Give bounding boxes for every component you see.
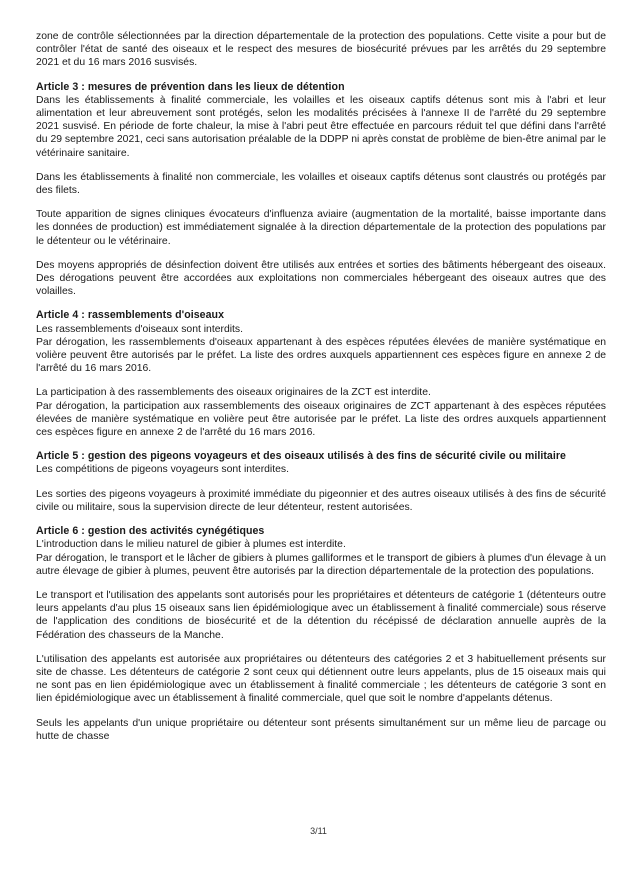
article-5-title: Article 5 : gestion des pigeons voyageurs et des oiseaux utilisés à des fins de sécurité civile ou militaire xyxy=(36,450,566,463)
article-4-paragraph-3: La participation à des rassemblements des oiseaux originaires de la ZCT est interdite. xyxy=(36,387,431,399)
article-4-paragraph-1: Les rassemblements d'oiseaux sont interdits. xyxy=(36,323,244,335)
article-6-paragraph-3: Le transport et l'utilisation des appelants sont autorisés pour les propriétaires et détenteurs de catégorie 1 (détenteurs outre leurs appelants d'au plus 15 oiseaux sans lien épidémiologique avec un établissement à finalité commerciale) sous réserve de l'application des conditions de biosécurité et de la détention du récépissé de déclaration annuelle auprès de la Fédération des chasseurs de la Manche. xyxy=(36,589,606,641)
page-number: 3/11 xyxy=(310,826,327,836)
article-5-paragraph-2: Les sorties des pigeons voyageurs à proximité immédiate du pigeonnier et des autres oiseaux utilisés à des fins de sécurité civile ou militaire, sous la supervision directe de leur détenteur, restent autorisées. xyxy=(36,488,606,513)
article-5 xyxy=(36,450,606,514)
article-3-title: Article 3 : mesures de prévention dans les lieux de détention xyxy=(36,80,345,93)
document-page xyxy=(36,30,606,754)
article-6-title: Article 6 : gestion des activités cynégétiques xyxy=(36,525,265,538)
article-4-title: Article 4 : rassemblements d'oiseaux xyxy=(36,309,225,322)
article-3-paragraph-2: Dans les établissements à finalité non commerciale, les volailles et oiseaux captifs détenus sont claustrés ou protégés par des filets. xyxy=(36,171,606,197)
article-4 xyxy=(36,309,606,439)
article-6 xyxy=(36,525,606,743)
article-4-paragraph-2: Par dérogation, les rassemblements d'oiseaux appartenant à des espèces réputées élevées de manière systématique en volière peuvent être autorisés par le préfet. La liste des ordres auxquels appartiennent ces espèces figure en annexe 2 de l'arrêté du 16 mars 2016. xyxy=(36,336,606,375)
article-3-paragraph-4: Des moyens appropriés de désinfection doivent être utilisés aux entrées et sorties des bâtiments hébergeant des oiseaux. Des dérogations peuvent être accordées aux exploitations non commerciales hébergeant des oiseaux autres que des volailles. xyxy=(36,259,606,298)
intro-paragraph: zone de contrôle sélectionnées par la direction départementale de la protection des populations. Cette visite a pour but de contrôler l'état de santé des oiseaux et le respect des mesures de biosécurité prévues par les arrêtés du 29 septembre 2021 et du 16 mars 2016 susvisés. xyxy=(36,31,606,69)
article-3-paragraph-3: Toute apparition de signes cliniques évocateurs d'influenza aviaire (augmentation de la mortalité, baisse importante dans les données de production) est immédiatement signalée à la direction départementale de la protection des populations par le détenteur ou le vétérinaire. xyxy=(36,209,606,247)
article-5-paragraph-1: Les compétitions de pigeons voyageurs sont interdites. xyxy=(36,464,289,476)
article-6-paragraph-5: Seuls les appelants d'un unique propriétaire ou détenteur sont présents simultanément sur un même lieu de parcage ou hutte de chasse xyxy=(36,717,606,742)
article-6-paragraph-1: L'introduction dans le milieu naturel de gibier à plumes est interdite. xyxy=(36,539,346,551)
article-6-paragraph-4: L'utilisation des appelants est autorisée aux propriétaires ou détenteurs des catégories 2 et 3 habituellement présents sur site de chasse. Les détenteurs de catégorie 2 sont ceux qui détiennent outre leurs appelants, plus de 15 oiseaux mais qui ne sont pas en lien épidémiologique avec un établissement à finalité commerciale ; les détenteurs de catégorie 3 sont en lien épidémiologique avec un établissement à finalité commerciale, quel que soit le nombre d'appelants détenus. xyxy=(36,653,606,705)
article-3-paragraph-1: Dans les établissements à finalité commerciale, les volailles et les oiseaux captifs détenus sont mis à l'abri et leur alimentation et leur abreuvement sont protégés, selon les modalités précisées à l'annexe II de l'arrêté du 29 septembre 2021 susvisé. En période de forte chaleur, la mise à l'abri peut être effectuée en parcours réduit tel que défini dans l'arrêté du 29 septembre 2021, ceci sans autorisation préalable de la DDPP ni après constat de problème de bien-être animal par le vétérinaire sanitaire. xyxy=(36,94,606,159)
article-3 xyxy=(36,81,606,299)
article-4-paragraph-4: Par dérogation, la participation aux rassemblements des oiseaux originaires de ZCT appartenant à des espèces réputées élevées de manière systématique en volière peut être autorisée par le préfet. La liste des ordres auxquels appartiennent ces espèces figure en annexe 2 de l'arrêté du 16 mars 2016. xyxy=(36,400,606,439)
article-6-paragraph-2: Par dérogation, le transport et le lâcher de gibiers à plumes galliformes et le transport de gibiers à plumes d'un élevage à un autre élevage de gibier à plumes, peuvent être autorisés par la direction départementale de la protection des populations. xyxy=(36,552,606,577)
